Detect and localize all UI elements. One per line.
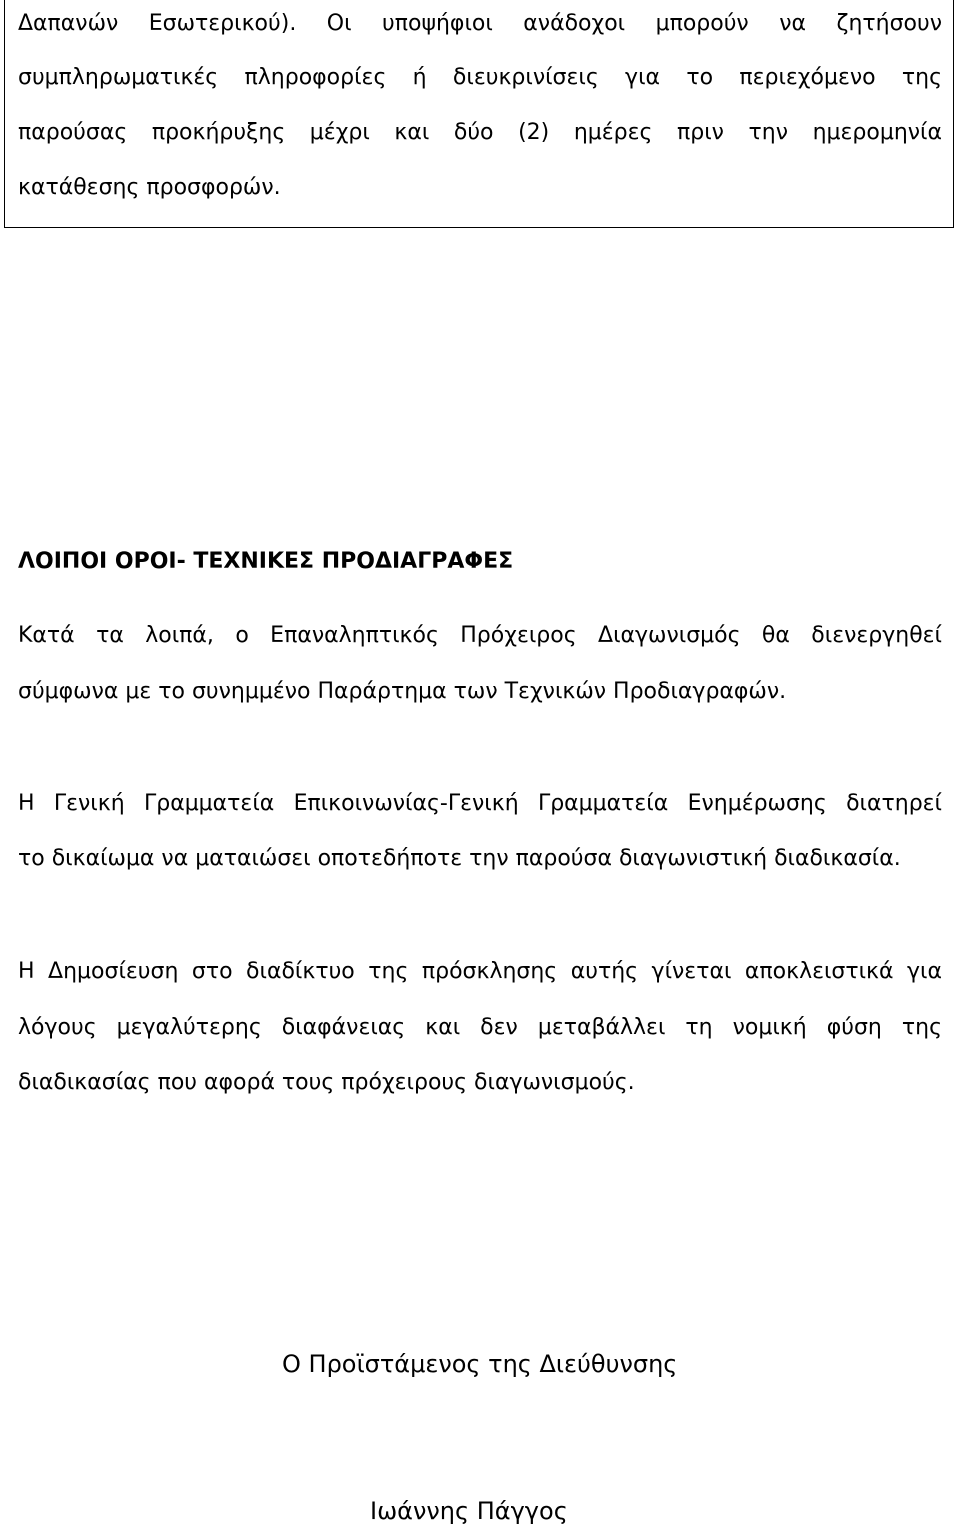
- box-line-3: παρούσας προκήρυξης μέχρι και δύο (2) ημέρες πριν την ημερομηνία: [18, 120, 942, 145]
- signature-title: Ο Προϊστάμενος της Διεύθυνσης: [282, 1350, 678, 1378]
- box-line-2: συμπληρωματικές πληροφορίες ή διευκρινίσεις για το περιεχόμενο της: [18, 65, 942, 90]
- paragraph1-line-2: σύμφωνα με το συνημμένο Παράρτημα των Τεχνικών Προδιαγραφών.: [18, 679, 787, 704]
- paragraph2-line-1: Η Γενική Γραμματεία Επικοινωνίας-Γενική Γραμματεία Ενημέρωσης διατηρεί: [18, 791, 942, 816]
- box-line-4: κατάθεσης προσφορών.: [18, 175, 281, 200]
- paragraph1-line-1: Κατά τα λοιπά, ο Επαναληπτικός Πρόχειρος Διαγωνισμός θα διενεργηθεί: [18, 623, 942, 648]
- paragraph3-line-2: λόγους μεγαλύτερης διαφάνειας και δεν μεταβάλλει τη νομική φύση της: [18, 1015, 942, 1040]
- paragraph3-line-1: Η Δημοσίευση στο διαδίκτυο της πρόσκλησης αυτής γίνεται αποκλειστικά για: [18, 959, 942, 984]
- signature-name: Ιωάννης Πάγγος: [370, 1497, 568, 1525]
- paragraph2-line-2: το δικαίωμα να ματαιώσει οποτεδήποτε την παρούσα διαγωνιστική διαδικασία.: [18, 846, 901, 871]
- box-line-1: Δαπανών Εσωτερικού). Οι υποψήφιοι ανάδοχοι μπορούν να ζητήσουν: [18, 11, 942, 36]
- section-heading: ΛΟΙΠΟΙ ΟΡΟΙ- ΤΕΧΝΙΚΕΣ ΠΡΟΔΙΑΓΡΑΦΕΣ: [18, 549, 514, 574]
- paragraph3-line-3: διαδικασίας που αφορά τους πρόχειρους διαγωνισμούς.: [18, 1070, 635, 1095]
